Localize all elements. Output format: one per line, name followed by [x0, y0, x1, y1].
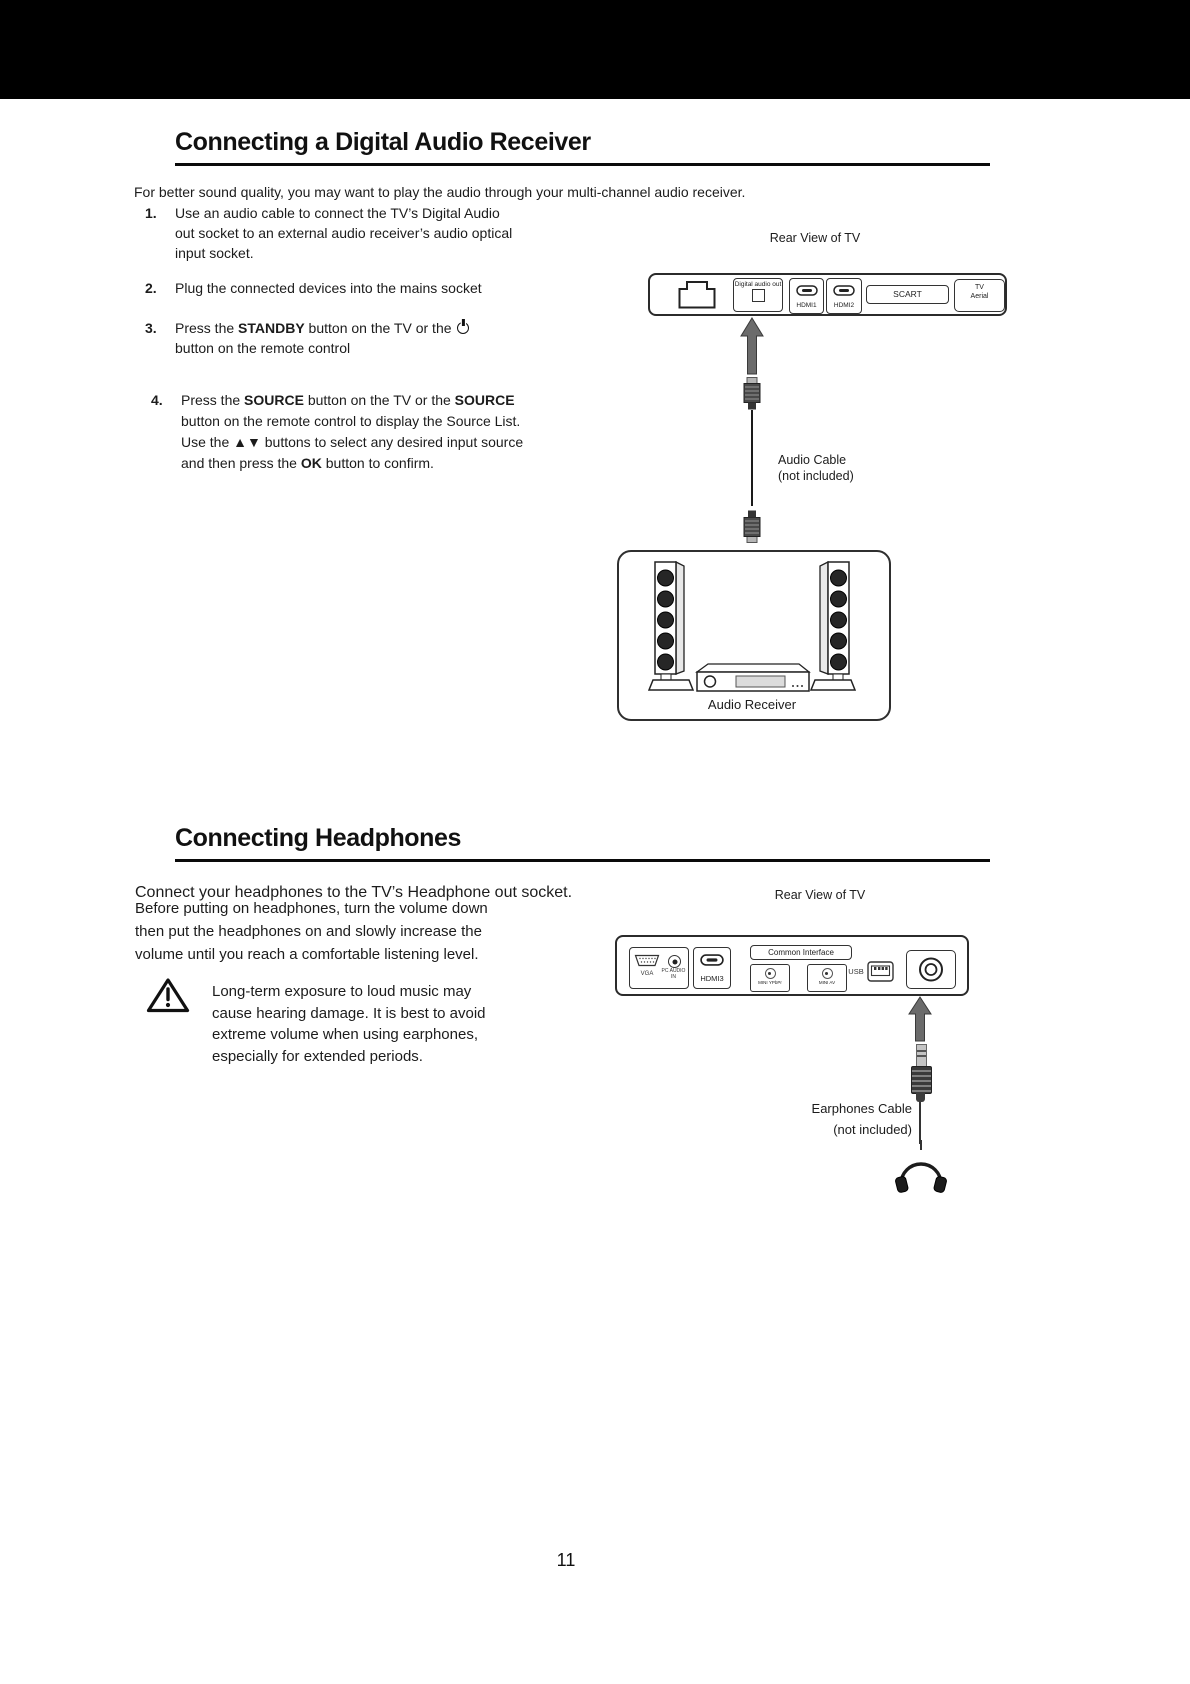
hdmi1-label: HDMI1: [796, 302, 817, 309]
step-text: Press the STANDBY button on the TV or the button on the remote control: [175, 318, 487, 358]
page-number: 11: [556, 1550, 576, 1570]
common-interface-label: Common Interface: [750, 945, 852, 960]
headphones-icon: [895, 1140, 947, 1199]
pc-audio-label: PC AUDIO IN: [661, 968, 686, 980]
vga-audio-group: [629, 947, 689, 989]
vga-icon: [634, 954, 660, 972]
audio-cable-caption: [778, 452, 854, 484]
speaker-right: [810, 557, 856, 700]
step-text: Plug the connected devices into the mains socket: [175, 280, 482, 296]
hdmi3-label: HDMI3: [700, 974, 724, 983]
mini-ypbpr-label: MINI YPbPr: [758, 980, 782, 985]
step-1: [145, 203, 515, 263]
section-title-audio-receiver: Connecting a Digital Audio Receiver: [175, 127, 990, 166]
headphone-socket-port: [906, 950, 956, 989]
step-number: 2.: [145, 280, 157, 296]
audio-cable-line: [751, 410, 753, 506]
warning-icon: [145, 976, 191, 1019]
step-number: 3.: [145, 320, 157, 336]
intro-paragraph: For better sound quality, you may want to play the audio through your multi-channel audio receiver.: [134, 184, 746, 200]
receiver-unit: [695, 662, 811, 698]
mini-jack-icon: [765, 968, 776, 979]
earphones-cable-caption-line1: Earphones Cable: [811, 1101, 912, 1116]
vga-label: VGA: [640, 971, 654, 977]
hdmi-icon: [700, 953, 724, 971]
hdmi3-port: [693, 947, 731, 989]
usb-label: USB: [848, 967, 864, 976]
earphone-plug-body: [911, 1066, 932, 1094]
pc-audio-jack-icon: [668, 955, 681, 968]
warning-line: Long-term exposure to loud music may: [212, 983, 472, 1000]
earphones-cable-caption-line2: (not included): [833, 1122, 912, 1137]
warning-line: especially for extended periods.: [212, 1047, 423, 1065]
earphone-cable-line: [919, 1102, 921, 1144]
mini-jack-icon: [822, 968, 833, 979]
optical-plug-bottom: [742, 505, 762, 543]
hdmi1-port: [789, 278, 824, 314]
step-4: [151, 390, 541, 474]
hdmi2-label: HDMI2: [833, 302, 855, 309]
scart-port: SCART: [866, 285, 949, 304]
mini-av-label: MINI AV: [818, 980, 836, 985]
hdmi-icon: [833, 283, 855, 301]
warning-text: [212, 981, 486, 1067]
body-line: then put the headphones on and slowly increase the: [135, 923, 482, 940]
tv-rear-panel-1: [648, 273, 1007, 316]
step-text: Use an audio cable to connect the TV’s Digital Audio out socket to an external audio receiver’s audio optical input socket.: [175, 205, 513, 261]
tv-rear-panel-2: [615, 935, 969, 996]
headphones-body: [135, 897, 488, 966]
digital-audio-out-label: Digital audio out: [734, 281, 782, 288]
earphones-cable-caption: [770, 1098, 912, 1140]
power-icon: [457, 322, 469, 334]
step-3: [145, 318, 487, 358]
up-arrow-icon: [740, 317, 764, 380]
step-number: 4.: [151, 392, 163, 408]
rear-view-label: Rear View of TV: [769, 231, 861, 245]
headphones-headline: Connect your headphones to the TV’s Headphone out socket.: [135, 884, 573, 901]
up-arrow-icon: [908, 996, 932, 1047]
earphone-plug-tip: [916, 1044, 927, 1068]
warning-line: cause hearing damage. It is best to avoid: [212, 1004, 486, 1022]
earphone-plug-strain: [916, 1092, 925, 1102]
speaker-left: [648, 557, 694, 700]
body-line: Before putting on headphones, turn the volume down: [135, 900, 488, 917]
warning-line: extreme volume when using earphones,: [212, 1026, 478, 1043]
hdmi2-port: [826, 278, 862, 314]
step-number: 1.: [145, 205, 157, 221]
lan-port-icon: [678, 280, 716, 314]
optical-socket: [752, 289, 765, 302]
audio-cable-caption-line2: (not included): [778, 469, 854, 483]
audio-cable-caption-line1: Audio Cable: [778, 453, 847, 467]
tv-aerial-port: [954, 279, 1005, 312]
mini-av-port: [807, 964, 847, 992]
step-text: Press the SOURCE button on the TV or the SOURCE button on the remote control to display the Source List. Use the ▲▼ buttons to select any desired input source and then press the OK button to confirm.: [181, 392, 524, 471]
rear-view-label: Rear View of TV: [774, 888, 866, 902]
step-2: [145, 278, 555, 298]
scan-top-bar: [0, 0, 1190, 99]
usb-port-icon: [867, 961, 894, 987]
tv-aerial-label: TV Aerial: [970, 284, 989, 300]
digital-audio-out-port: [733, 278, 783, 312]
hdmi-icon: [796, 283, 818, 301]
section-title-headphones: Connecting Headphones: [175, 823, 990, 862]
body-line: volume until you reach a comfortable listening level.: [135, 946, 479, 963]
mini-ypbpr-port: [750, 964, 790, 992]
audio-receiver-label: Audio Receiver: [707, 697, 797, 712]
